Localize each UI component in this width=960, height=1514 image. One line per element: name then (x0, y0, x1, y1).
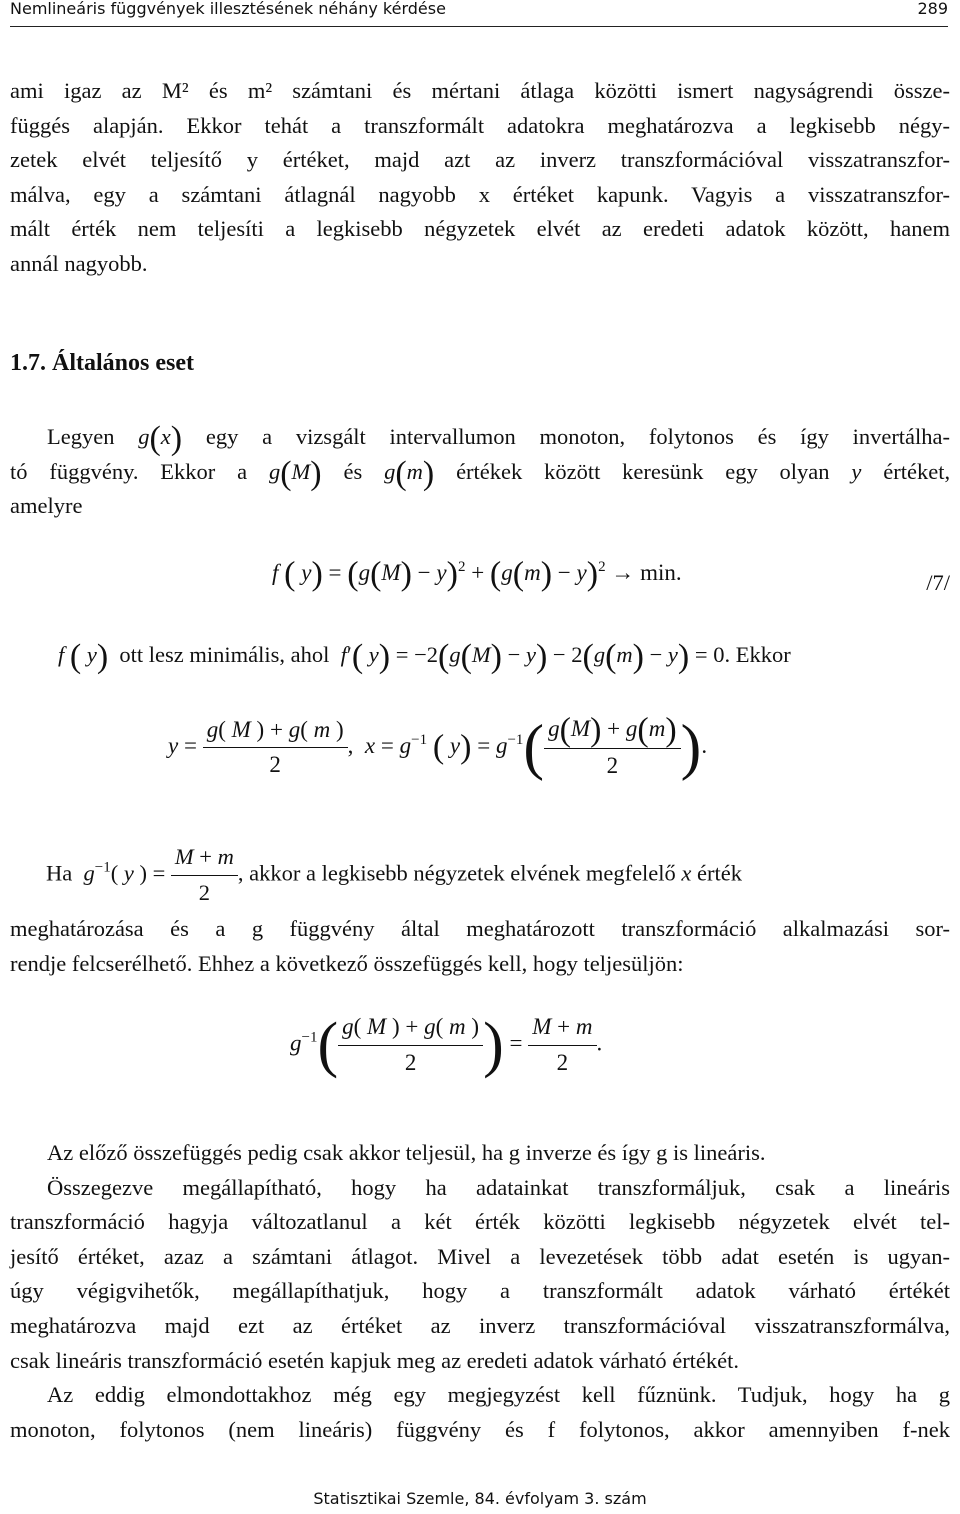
running-header (10, 0, 948, 27)
p1-line-5: mált érték nem teljesíti a legkisebb négyzetek elvét az eredeti adatok között, hanem (10, 216, 950, 242)
p3-line-1: meghatározása és a g függvény által meghatározott transzformáció alkalmazási sor- (10, 916, 950, 941)
equation-inverse: $g^{-1}$( $\frac{g( M ) + g( m )}{2}$ ) = $\frac{M + m}{2}$ . (290, 1011, 603, 1080)
p4-line-7: csak lineáris transzformáció esetén kapjuk meg az eredeti adatok várható értékét. (10, 1347, 740, 1373)
equation-number: /7/ (926, 570, 950, 595)
p1-line-2: függés alapján. Ekkor tehát a transzformált adatokra meghatározva a legkisebb négy- (10, 112, 950, 138)
minimum-line: f ( y) ott lesz minimális, ahol f′( y) = −2(g(M) − y) − 2(g(m) − y) = 0. Ekkor (58, 637, 791, 675)
p4-line-9: monoton, folytonos (nem lineáris) függvény és f folytonos, akkor amennyiben f-nek (10, 1416, 950, 1442)
section-heading: 1.7. Általános eset (10, 350, 194, 376)
equation-7: f ( $y) = (g(M) - y)^2 + (g(m) - y)^2 \to \min$. (272, 555, 682, 593)
p4-line-3: transzformáció hagyja változatlanul a két érték közötti legkisebb négyzetek elvét tel- (10, 1209, 950, 1235)
p4-line-2: Összegezve megállapítható, hogy ha adatainkat transzformáljuk, csak a lineáris (47, 1174, 950, 1200)
p4-line-8: Az eddig elmondottakhoz még egy megjegyzést kell fűznünk. Tudjuk, hogy ha g (47, 1382, 950, 1408)
paragraph-2 (10, 420, 950, 524)
p2-line-1: Legyen g(x) egy a vizsgált intervallumon monoton, folytonos és így invertálha- (47, 419, 951, 457)
p1-line-4: málva, egy a számtani átlagnál nagyobb x értéket kapunk. Vagyis a visszatranszfor- (10, 181, 950, 207)
p2-line-3: amelyre (10, 493, 83, 519)
p4-line-5: úgy végigvihetők, megállapíthatjuk, hogy a transzformált adatok várható értékét (10, 1278, 950, 1304)
p3-line-2: rendje felcserélhető. Ehhez a következő összefüggés kell, hogy teljesüljön: (10, 950, 684, 976)
paragraph-4 (10, 1136, 950, 1447)
p4-line-6: meghatározva majd ezt az értéket az inverz transzformációval visszatranszformálva, (10, 1312, 950, 1338)
p1-line-6: annál nagyobb. (10, 250, 148, 276)
p2-line-2: tó függvény. Ekkor a g(M) és g(m) értékek között keresünk egy olyan y értéket, (10, 454, 951, 492)
running-footer: Statisztikai Szemle, 84. évfolyam 3. szám (313, 1489, 647, 1508)
p4-line-4: jesítő értéket, azaz a számtani átlagot. Mivel a levezetések több adat esetén is ugyan- (10, 1243, 950, 1269)
ha-line: Ha $g^{-1}$( y ) = $\frac{M + m}{2}$ , akkor a legkisebb négyzetek elvének megfelelő x érték (46, 840, 950, 910)
paragraph-1 (10, 74, 950, 282)
paragraph-3 (10, 912, 950, 981)
page-number: 289 (917, 0, 948, 18)
running-title: Nemlineáris függvények illesztésének néhány kérdése (10, 0, 446, 18)
p4-line-1: Az előző összefüggés pedig csak akkor teljesül, ha g inverze és így g is lineáris. (47, 1140, 766, 1165)
equation-y-x: y = $\frac{g( M ) + g( m )}{2}$ , $x = g^{-1}$ ( $y) = g^{-1}$( $\frac{g(M) + g(m)}{2}$ ). (168, 711, 708, 782)
p1-line-3: zetek elvét teljesítő y értéket, majd azt az inverz transzformációval visszatranszfor- (10, 147, 950, 173)
p1-line-1: ami igaz az M² és m² számtani és mértani átlaga közötti ismert nagyságrendi össze- (10, 78, 950, 103)
